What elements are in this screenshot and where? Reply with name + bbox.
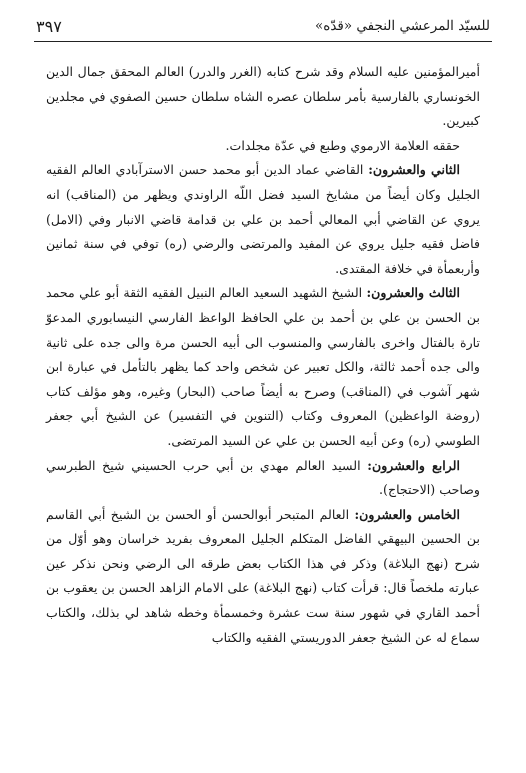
paragraph-text: العالم المتبحر أبوالحسن أو الحسن بن الشيخ أبي القاسم بن الحسين البيهقي الفاضل المتكلم الجليل المعروف بفريد خراسان وهو أوّل من شرح (نهج البلاغة) وذكر في هذا الكتاب بعض طرقه الى الرضي ونحن نذكر عين عبارته ملخصاً قال: قرأت كتاب (نهج البلاغة) على الامام الزاهد الحسن بن يعقوب بن أحمد القاري في شهور سنة ست عشرة وخمسمأة وخطه شاهد لي بذلك، والكتاب سماع له عن الشيخ جعفر الدوريستي الفقيه والكتاب — [46, 506, 480, 645]
paragraph-entry-25 — [46, 503, 480, 651]
paragraph-entry-22 — [46, 158, 480, 281]
paragraph-text: السيد العالم مهدي بن أبي حرب الحسيني شيخ الطبرسي وصاحب (الاحتجاج). — [46, 457, 480, 498]
entry-heading: الثالث والعشرون: — [366, 285, 461, 301]
running-header-title: للسيّد المرعشي النجفي «قدّه» — [315, 18, 490, 34]
paragraph-text: القاضي عماد الدين أبو محمد حسن الاسترآبادي العالم الفقيه الجليل وكان أيضاً من مشايخ السيد فضل اللّه الراوندي ويظهر من (المناقب) انه يروي عن القاضي أبي المعالي أحمد بن علي بن قدامة قاضي الانبار وفي (الامل) فاضل فقيه جليل يروي عن المفيد والمرتضى والرضي (ره) توفي في سنة ثمانين وأربعمأة في خلافة المقتدى. — [46, 162, 480, 276]
page-number: ٣٩٧ — [36, 16, 62, 36]
entry-heading: الخامس والعشرون: — [354, 506, 460, 522]
header-rule — [34, 41, 492, 42]
paragraph-edition-note — [46, 134, 480, 159]
running-header — [36, 14, 490, 38]
paragraph-continuation — [46, 60, 480, 134]
paragraph-entry-24 — [46, 454, 480, 503]
body-text — [46, 60, 480, 650]
paragraph-entry-23 — [46, 281, 480, 453]
paragraph-text: أميرالمؤمنين عليه السلام وقد شرح كتابه (الغرر والدرر) العالم المحقق جمال الدين الخونساري بالفارسية بأمر سلطان عصره الشاه سلطان حسين الصفوي في مجلدين كبيرين. — [46, 64, 480, 129]
entry-heading: الثاني والعشرون: — [368, 162, 460, 178]
paragraph-text: الشيخ الشهيد السعيد العالم النبيل الفقيه الثقة أبو علي محمد بن الحسن بن علي بن أحمد بن علي الحافظ الواعظ الفارسي النيسابوري المدعوّ تارة بالفتال واخرى بالفارسي والمنسوب الى أبيه الحسن مرة والى جده على ثانية والى جده أحمد ثالثة، والكل تعبير عن شخص واحد كما يظهر بالتأمل في عبارة ابن شهر آشوب في (المناقب) وصرح به أيضاً صاحب (البحار) وغيره، وهو مؤلف كتاب (روضة الواعظين) المعروف وكتاب (التنوين في التفسير) عن الشيخ أبي جعفر الطوسي (ره) وعن أبيه الحسن بن علي عن السيد المرتضى. — [46, 285, 480, 448]
entry-heading: الرابع والعشرون: — [367, 457, 460, 473]
paragraph-text: حققه العلامة الارموي وطبع في عدّة مجلدات. — [225, 137, 460, 153]
